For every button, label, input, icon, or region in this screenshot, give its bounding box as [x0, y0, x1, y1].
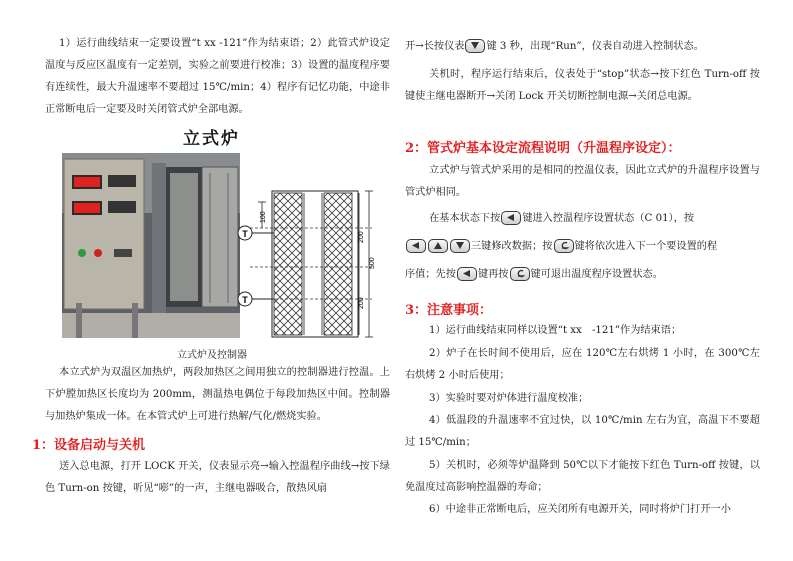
dimension-100-label: 100 [260, 211, 267, 223]
heading-program-setting: 2：管式炉基本设定流程说明（升温程序设定）： [405, 141, 681, 156]
dimension-500-label: 500 [369, 257, 376, 269]
set-text-g: 键可退出温度程序设置状态。 [530, 269, 663, 280]
furnace-description-paragraph: 本立式炉为双温区加热炉，两段加热区之间用独立的控制器进行控温。上下炉膛加热区长度均为 200mm，测温热电偶位于每段加热区中间。控制器与加热炉集成一体。在本管式炉上可进行热解/气化/燃烧实验。 [45, 367, 390, 422]
note-6: 6）中途非正常断电后，应关闭所有电源开关，同时将炉门打开一小 [429, 504, 731, 515]
note-3: 3）实验时要对炉体进行温度校准； [429, 393, 589, 404]
down-arrow-key-icon [465, 39, 485, 53]
set-text-c: 三键修改数据；按 [471, 241, 553, 252]
furnace-photo [62, 153, 240, 338]
left-arrow-key-icon [501, 211, 521, 225]
down-arrow-key-icon [450, 239, 470, 253]
run-text-b: 键 3 秒，出现“Run”，仪表自动进入控制状态。 [486, 41, 704, 52]
note-1: 1）运行曲线结束同样以设置“t xx -121”作为结束语； [429, 325, 682, 336]
thermocouple-bottom-label: T [242, 295, 248, 305]
same-controller-paragraph: 立式炉与管式炉采用的是相同的控温仪表，因此立式炉的升温程序设置与管式炉相同。 [405, 165, 760, 198]
run-text-a: 开→长按仪表 [405, 41, 465, 52]
heading-startup-shutdown: 1：设备启动与关机 [32, 438, 146, 453]
set-text-a: 在基本状态下按 [429, 213, 501, 224]
intro-notes-paragraph: 1）运行曲线结束一定要设置“t xx -121”作为结束语；2）此管式炉设定温度与反应区温度有一定差别，实验之前要进行校准；3）设置的温度程序要有连续性，最大升温速率不要超过 15℃/min；4）程序有记忆功能，中途非正常断电后一定要及时关闭管式炉全部电源。 [45, 38, 390, 115]
set-text-f: 键再按 [477, 269, 509, 280]
set-text-e: 序值；先按 [405, 269, 456, 280]
enter-key-icon [554, 239, 574, 253]
furnace-wall-right [324, 193, 352, 335]
enter-key-icon [510, 267, 530, 281]
note-5: 5）关机时，必须等炉温降到 50℃以下才能按下红色 Turn-off 按键，以免温度过高影响控温器的寿命； [405, 460, 760, 493]
shutdown-paragraph: 关机时，程序运行结束后，仪表处于“stop”状态→按下红色 Turn-off 按键使主继电器断开→关闭 Lock 开关切断控制电源→关闭总电源。 [405, 69, 760, 102]
figure-caption: 立式炉及控制器 [177, 350, 247, 361]
run-instruction-line [405, 36, 765, 58]
set-text-d: 键将依次进入下一个要设置的程 [574, 241, 718, 252]
left-arrow-key-icon [457, 267, 477, 281]
set-text-b: 键进入控温程序设置状态（C 01），按 [522, 213, 695, 224]
setting-instructions-line3 [405, 264, 765, 286]
section-title-vertical-furnace: 立式炉 [183, 129, 240, 149]
furnace-schematic-diagram [236, 185, 376, 340]
setting-instructions-line1 [405, 208, 765, 230]
heading-notes: 3：注意事项： [405, 303, 493, 318]
note-4: 4）低温段的升温速率不宜过快，以 10℃/min 左右为宜，高温下不要超过 15℃/min； [405, 415, 760, 448]
left-arrow-key-icon [406, 239, 426, 253]
furnace-wall-left [274, 193, 302, 335]
up-arrow-key-icon [428, 239, 448, 253]
dimension-200-top-label: 200 [358, 231, 365, 243]
note-2: 2）炉子在长时间不使用后，应在 120℃左右烘烤 1 小时，在 300℃左右烘烤 2 小时后使用； [405, 348, 760, 381]
setting-instructions-line2 [405, 236, 765, 258]
dimension-200-bottom-label: 200 [358, 297, 365, 309]
thermocouple-top-label: T [242, 229, 248, 239]
startup-paragraph: 送入总电源，打开 LOCK 开关，仪表显示亮→输入控温程序曲线→按下绿色 Turn-on 按键，听见“嘭”的一声，主继电器吸合，散热风扇 [45, 461, 390, 494]
